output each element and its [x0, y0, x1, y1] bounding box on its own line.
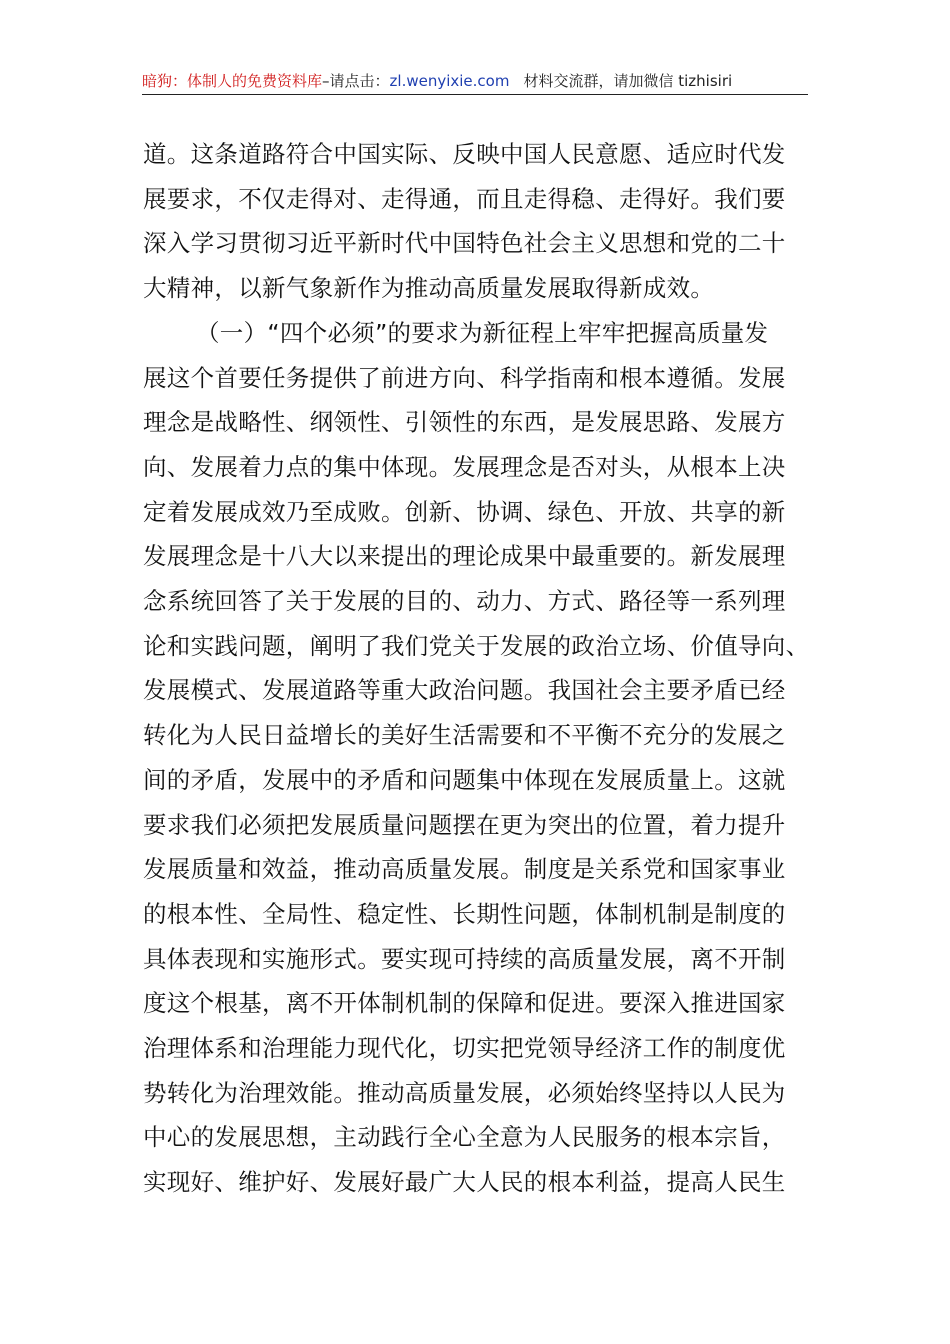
- text-line: 中心的发展思想，主动践行全心全意为人民服务的根本宗旨，: [143, 1123, 786, 1152]
- text-line: 道。这条道路符合中国实际、反映中国人民意愿、适应时代发: [143, 140, 786, 168]
- text-line: 发展理念是十八大以来提出的理论成果中最重要的。新发展理: [143, 542, 786, 571]
- header-url-link[interactable]: zl.wenyixie.com: [389, 72, 510, 90]
- document-body: [143, 132, 813, 1205]
- text-line: 度这个根基，离不开体制机制的保障和促进。要深入推进国家: [143, 989, 786, 1018]
- header-divider: [142, 94, 808, 95]
- text-line: 深入学习贯彻习近平新时代中国特色社会主义思想和党的二十: [143, 229, 786, 258]
- text-line: 定着发展成效乃至成败。创新、协调、绿色、开放、共享的新: [143, 497, 786, 526]
- header-brand: 暗狗：体制人的免费资料库: [142, 72, 323, 90]
- text-line: 发展模式、发展道路等重大政治问题。我国社会主要矛盾已经: [143, 676, 786, 705]
- page-header: [142, 70, 808, 94]
- text-line: 实现好、维护好、发展好最广大人民的根本利益，提高人民生: [143, 1168, 786, 1197]
- text-line: 要求我们必须把发展质量问题摆在更为突出的位置，着力提升: [143, 810, 786, 839]
- text-line: 具体表现和实施形式。要实现可持续的高质量发展，离不开制: [143, 944, 786, 973]
- text-line: 论和实践问题，阐明了我们党关于发展的政治立场、价值导向、: [143, 631, 810, 660]
- text-line: 的根本性、全局性、稳定性、长期性问题，体制机制是制度的: [143, 899, 786, 928]
- header-contact: 材料交流群，请加微信 tizhisiri: [523, 72, 733, 90]
- text-line: 势转化为治理效能。推动高质量发展，必须始终坚持以人民为: [143, 1078, 786, 1107]
- text-line: 转化为人民日益增长的美好生活需要和不平衡不充分的发展之: [143, 721, 786, 750]
- text-line: 发展质量和效益，推动高质量发展。制度是关系党和国家事业: [143, 855, 786, 884]
- text-line: 间的矛盾，发展中的矛盾和问题集中体现在发展质量上。这就: [143, 765, 786, 794]
- text-line: 理念是战略性、纲领性、引领性的东西，是发展思路、发展方: [143, 408, 786, 437]
- header-link-prefix: –请点击：: [322, 72, 390, 90]
- text-line: 向、发展着力点的集中体现。发展理念是否对头，从根本上决: [143, 452, 786, 481]
- paragraph-continuation: [143, 132, 813, 311]
- section-heading-line: （一）“四个必须”的要求为新征程上牢牢把握高质量发: [196, 318, 769, 347]
- text-line: 大精神，以新气象新作为推动高质量发展取得新成效。: [143, 274, 715, 303]
- text-line: 展要求，不仅走得对、走得通，而且走得稳、走得好。我们要: [143, 184, 786, 213]
- paragraph-section-1: [143, 311, 813, 1205]
- text-line: 展这个首要任务提供了前进方向、科学指南和根本遵循。发展: [143, 363, 786, 392]
- text-line: 念系统回答了关于发展的目的、动力、方式、路径等一系列理: [143, 587, 786, 616]
- text-line: 治理体系和治理能力现代化，切实把党领导经济工作的制度优: [143, 1034, 786, 1063]
